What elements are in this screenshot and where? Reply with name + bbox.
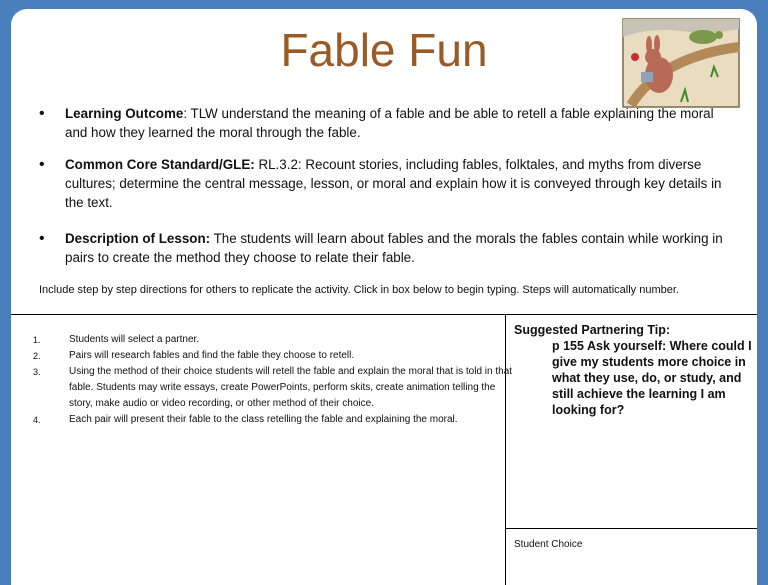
bullet-label: Learning Outcome <box>65 106 184 121</box>
partnering-tip[interactable] <box>514 322 754 418</box>
bullet-text: TLW understand the meaning of a fable and be able to retell a fable explaining the moral and how they learned the moral through the fable. <box>65 106 714 140</box>
tip-heading: Suggested Partnering Tip: <box>514 323 671 337</box>
table-top-border <box>11 314 757 315</box>
list-item: 2. Pairs will research fables and find the fable they choose to retell. <box>33 350 355 361</box>
list-item: 4. Each pair will present their fable to the class retelling the fable and explaining the moral. <box>33 414 458 425</box>
student-choice-label[interactable]: Student Choice <box>514 539 583 550</box>
list-item: 1. Students will select a partner. <box>33 334 200 345</box>
bullet-dot: • <box>39 156 45 173</box>
bullet-text: RL.3.2: Recount stories, including fables, folktales, and myths from diverse cultures; determine the central message, lesson, or moral and explain how it is conveyed through key details in the text. <box>65 157 722 210</box>
table-row-divider <box>506 528 757 529</box>
fable-illustration <box>621 17 741 109</box>
steps-list[interactable] <box>33 332 513 428</box>
tip-body: p 155 Ask yourself: Where could I give my students more choice in what they use, do, or study, and still achieve the learning I am looking for? <box>552 339 752 417</box>
list-item: 3. Using the method of their choice students will retell the fable and explain the moral that is told in that fable. Students may write essays, create PowerPoints, perform skits, create animation telling the story, make audio or video recording, or other method of their choice. <box>33 366 513 409</box>
page-title: Fable Fun <box>280 24 488 76</box>
bullet-common-core <box>29 155 739 212</box>
slide <box>11 9 757 585</box>
bullet-text: The students will learn about fables and the morals the fables contain while working in pairs to create the method they choose to relate their fable. <box>65 231 723 265</box>
bullet-dot: • <box>39 230 45 247</box>
bullet-dot: • <box>39 105 45 122</box>
instructions-text: Include step by step directions for others to replicate the activity. Click in box below to begin typing. Steps will automatically number. <box>39 284 679 296</box>
bullet-learning-outcome: • Learning Outcome: TLW understand the meaning of a fable and be able to retell a fable explaining the moral and how they learned the moral through the fable. <box>39 105 714 140</box>
bullet-description <box>29 229 739 267</box>
bullet-label: Description of Lesson: <box>65 231 211 246</box>
bullet-label: Common Core Standard/GLE: <box>65 157 255 172</box>
